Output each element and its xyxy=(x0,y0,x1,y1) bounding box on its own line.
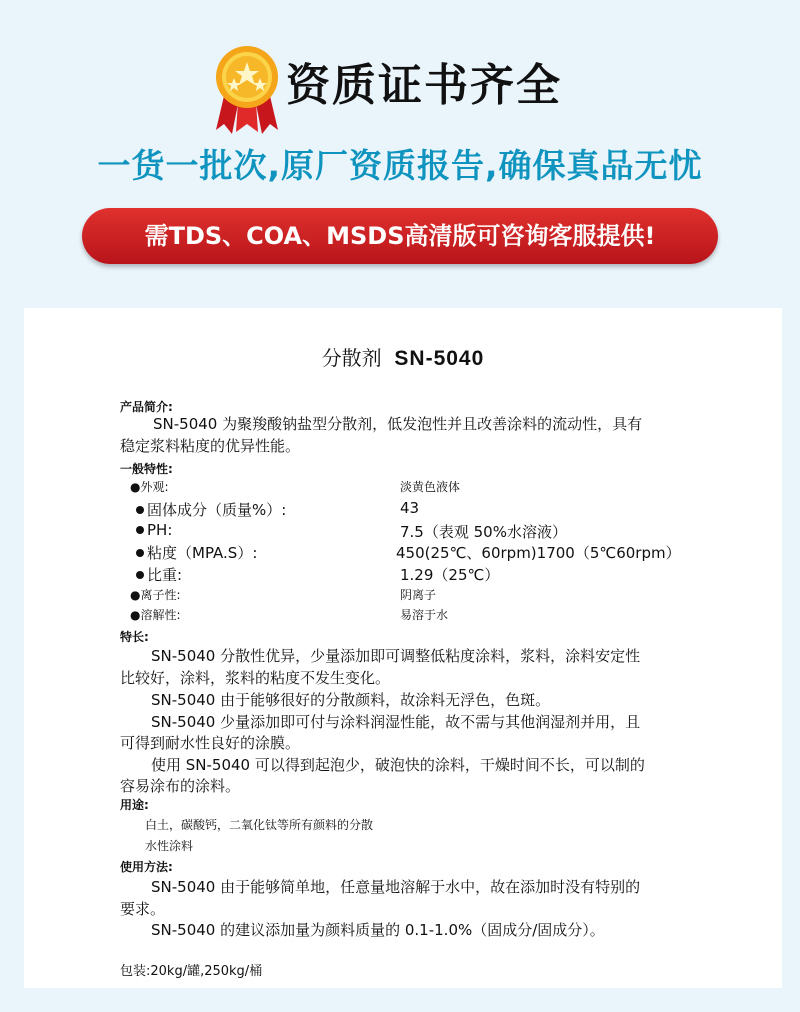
bullet-icon xyxy=(136,526,144,534)
method-line: SN-5040 由于能够简单地，任意量地溶解于水中，故在添加时没有特别的 xyxy=(151,878,641,896)
property-value: 阴离子 xyxy=(400,588,437,602)
header xyxy=(0,0,800,300)
intro-line: 稳定浆料粘度的优异性能。 xyxy=(120,437,301,455)
features-line: 可得到耐水性良好的涂膜。 xyxy=(120,734,301,752)
method-line: 要求。 xyxy=(120,900,166,918)
property-value: 1.29（25℃） xyxy=(400,566,500,584)
uses-heading: 用途: xyxy=(120,798,149,812)
method-line: SN-5040 的建议添加量为颜料质量的 0.1-1.0%（固成分/固成分）。 xyxy=(151,921,605,939)
property-label: ●离子性: xyxy=(130,588,181,602)
property-label: 固体成分（质量%）: xyxy=(136,499,286,520)
datasheet xyxy=(24,308,782,988)
property-value: 淡黄色液体 xyxy=(400,480,461,494)
product-code: SN-5040 xyxy=(394,347,485,370)
page-title: 资质证书齐全 xyxy=(286,60,562,111)
property-label: 比重: xyxy=(136,564,182,585)
property-value: 450(25℃、60rpm)1700（5℃60rpm） xyxy=(396,544,681,562)
method-heading: 使用方法: xyxy=(120,860,173,874)
property-value: 43 xyxy=(400,499,420,517)
medal-icon xyxy=(214,44,280,136)
property-value: 7.5（表观 50%水溶液） xyxy=(400,523,567,541)
product-title-prefix: 分散剂 xyxy=(321,346,382,370)
properties-heading: 一般特性: xyxy=(120,462,173,476)
features-line: SN-5040 由于能够很好的分散颜料，故涂料无浮色，色斑。 xyxy=(151,691,551,709)
packaging: 包装:20kg/罐,250kg/桶 xyxy=(120,964,263,979)
features-line: 比较好，涂料，浆料的粘度不发生变化。 xyxy=(120,669,391,687)
features-line: SN-5040 分散性优异，少量添加即可调整低粘度涂料，浆料，涂料安定性 xyxy=(151,647,641,665)
property-label: ●外观: xyxy=(130,480,169,494)
property-value: 易溶于水 xyxy=(400,608,449,622)
contact-banner: 需TDS、COA、MSDS高清版可咨询客服提供! xyxy=(82,208,718,264)
intro-heading: 产品简介: xyxy=(120,400,173,414)
features-heading: 特长: xyxy=(120,630,149,644)
product-title xyxy=(24,342,782,371)
features-line: SN-5040 少量添加即可付与涂料润湿性能，故不需与其他润湿剂并用，且 xyxy=(151,713,641,731)
features-line: 使用 SN-5040 可以得到起泡少，破泡快的涂料，干燥时间不长，可以制的 xyxy=(151,756,645,774)
property-label: 粘度（MPA.S）: xyxy=(136,542,257,563)
property-label: PH: xyxy=(136,521,172,539)
subtitle: 一货一批次,原厂资质报告,确保真品无忧 xyxy=(97,146,703,185)
intro-line: SN-5040 为聚羧酸钠盐型分散剂，低发泡性并且改善涂料的流动性，具有 xyxy=(153,415,643,433)
bullet-icon xyxy=(136,549,144,557)
uses-line: 水性涂料 xyxy=(145,839,194,853)
property-label: ●溶解性: xyxy=(130,608,181,622)
features-line: 容易涂布的涂料。 xyxy=(120,777,241,795)
bullet-icon xyxy=(136,571,144,579)
uses-line: 白土，碳酸钙，二氧化钛等所有颜料的分散 xyxy=(145,818,374,832)
bullet-icon xyxy=(136,506,144,514)
